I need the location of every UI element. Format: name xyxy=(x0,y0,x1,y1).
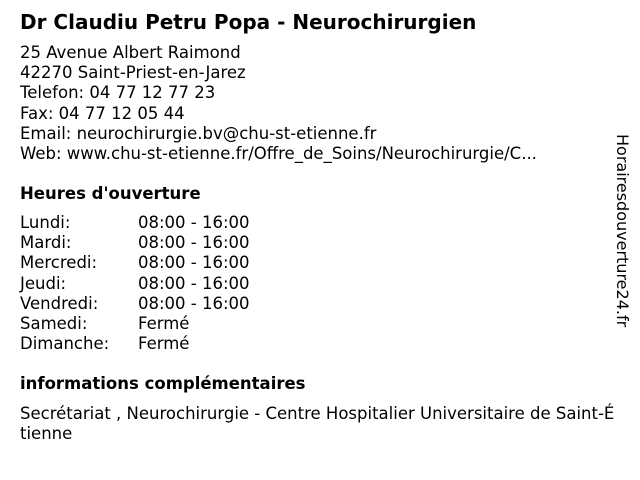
opening-hours-heading: Heures d'ouverture xyxy=(20,184,201,203)
hours-day-label: Dimanche: xyxy=(20,334,110,354)
hours-day-label: Mercredi: xyxy=(20,253,98,273)
page-title: Dr Claudiu Petru Popa - Neurochirurgien xyxy=(20,10,477,34)
address-city: 42270 Saint-Priest-en-Jarez xyxy=(20,63,246,83)
site-watermark: Horairesdouverture24.fr xyxy=(613,134,632,328)
hours-time-value: 08:00 - 16:00 xyxy=(138,253,250,273)
fax-number: Fax: 04 77 12 05 44 xyxy=(20,103,185,123)
hours-day-label: Vendredi: xyxy=(20,293,99,313)
hours-time-value: 08:00 - 16:00 xyxy=(138,293,250,313)
contact-block xyxy=(20,43,537,164)
hours-time-value: Fermé xyxy=(138,313,190,333)
additional-info-heading: informations complémentaires xyxy=(20,374,306,393)
additional-info-text: Secrétariat , Neurochirurgie - Centre Hospitalier Universitaire de Saint-Étienne xyxy=(20,404,615,444)
hours-day-label: Lundi: xyxy=(20,213,71,232)
website-address: Web: www.chu-st-etienne.fr/Offre_de_Soins/Neurochirurgie/C... xyxy=(20,144,537,164)
hours-day-label: Jeudi: xyxy=(20,273,67,293)
hours-day-label: Mardi: xyxy=(20,233,72,253)
hours-time-value: 08:00 - 16:00 xyxy=(138,233,250,253)
hours-day-label: Samedi: xyxy=(20,313,88,333)
hours-time-value: 08:00 - 16:00 xyxy=(138,273,250,293)
email-address: Email: neurochirurgie.bv@chu-st-etienne.fr xyxy=(20,123,377,143)
address-street: 25 Avenue Albert Raimond xyxy=(20,43,241,62)
hours-time-value: Fermé xyxy=(138,334,190,354)
hours-time-value: 08:00 - 16:00 xyxy=(138,213,250,232)
phone-number: Telefon: 04 77 12 77 23 xyxy=(20,83,216,103)
